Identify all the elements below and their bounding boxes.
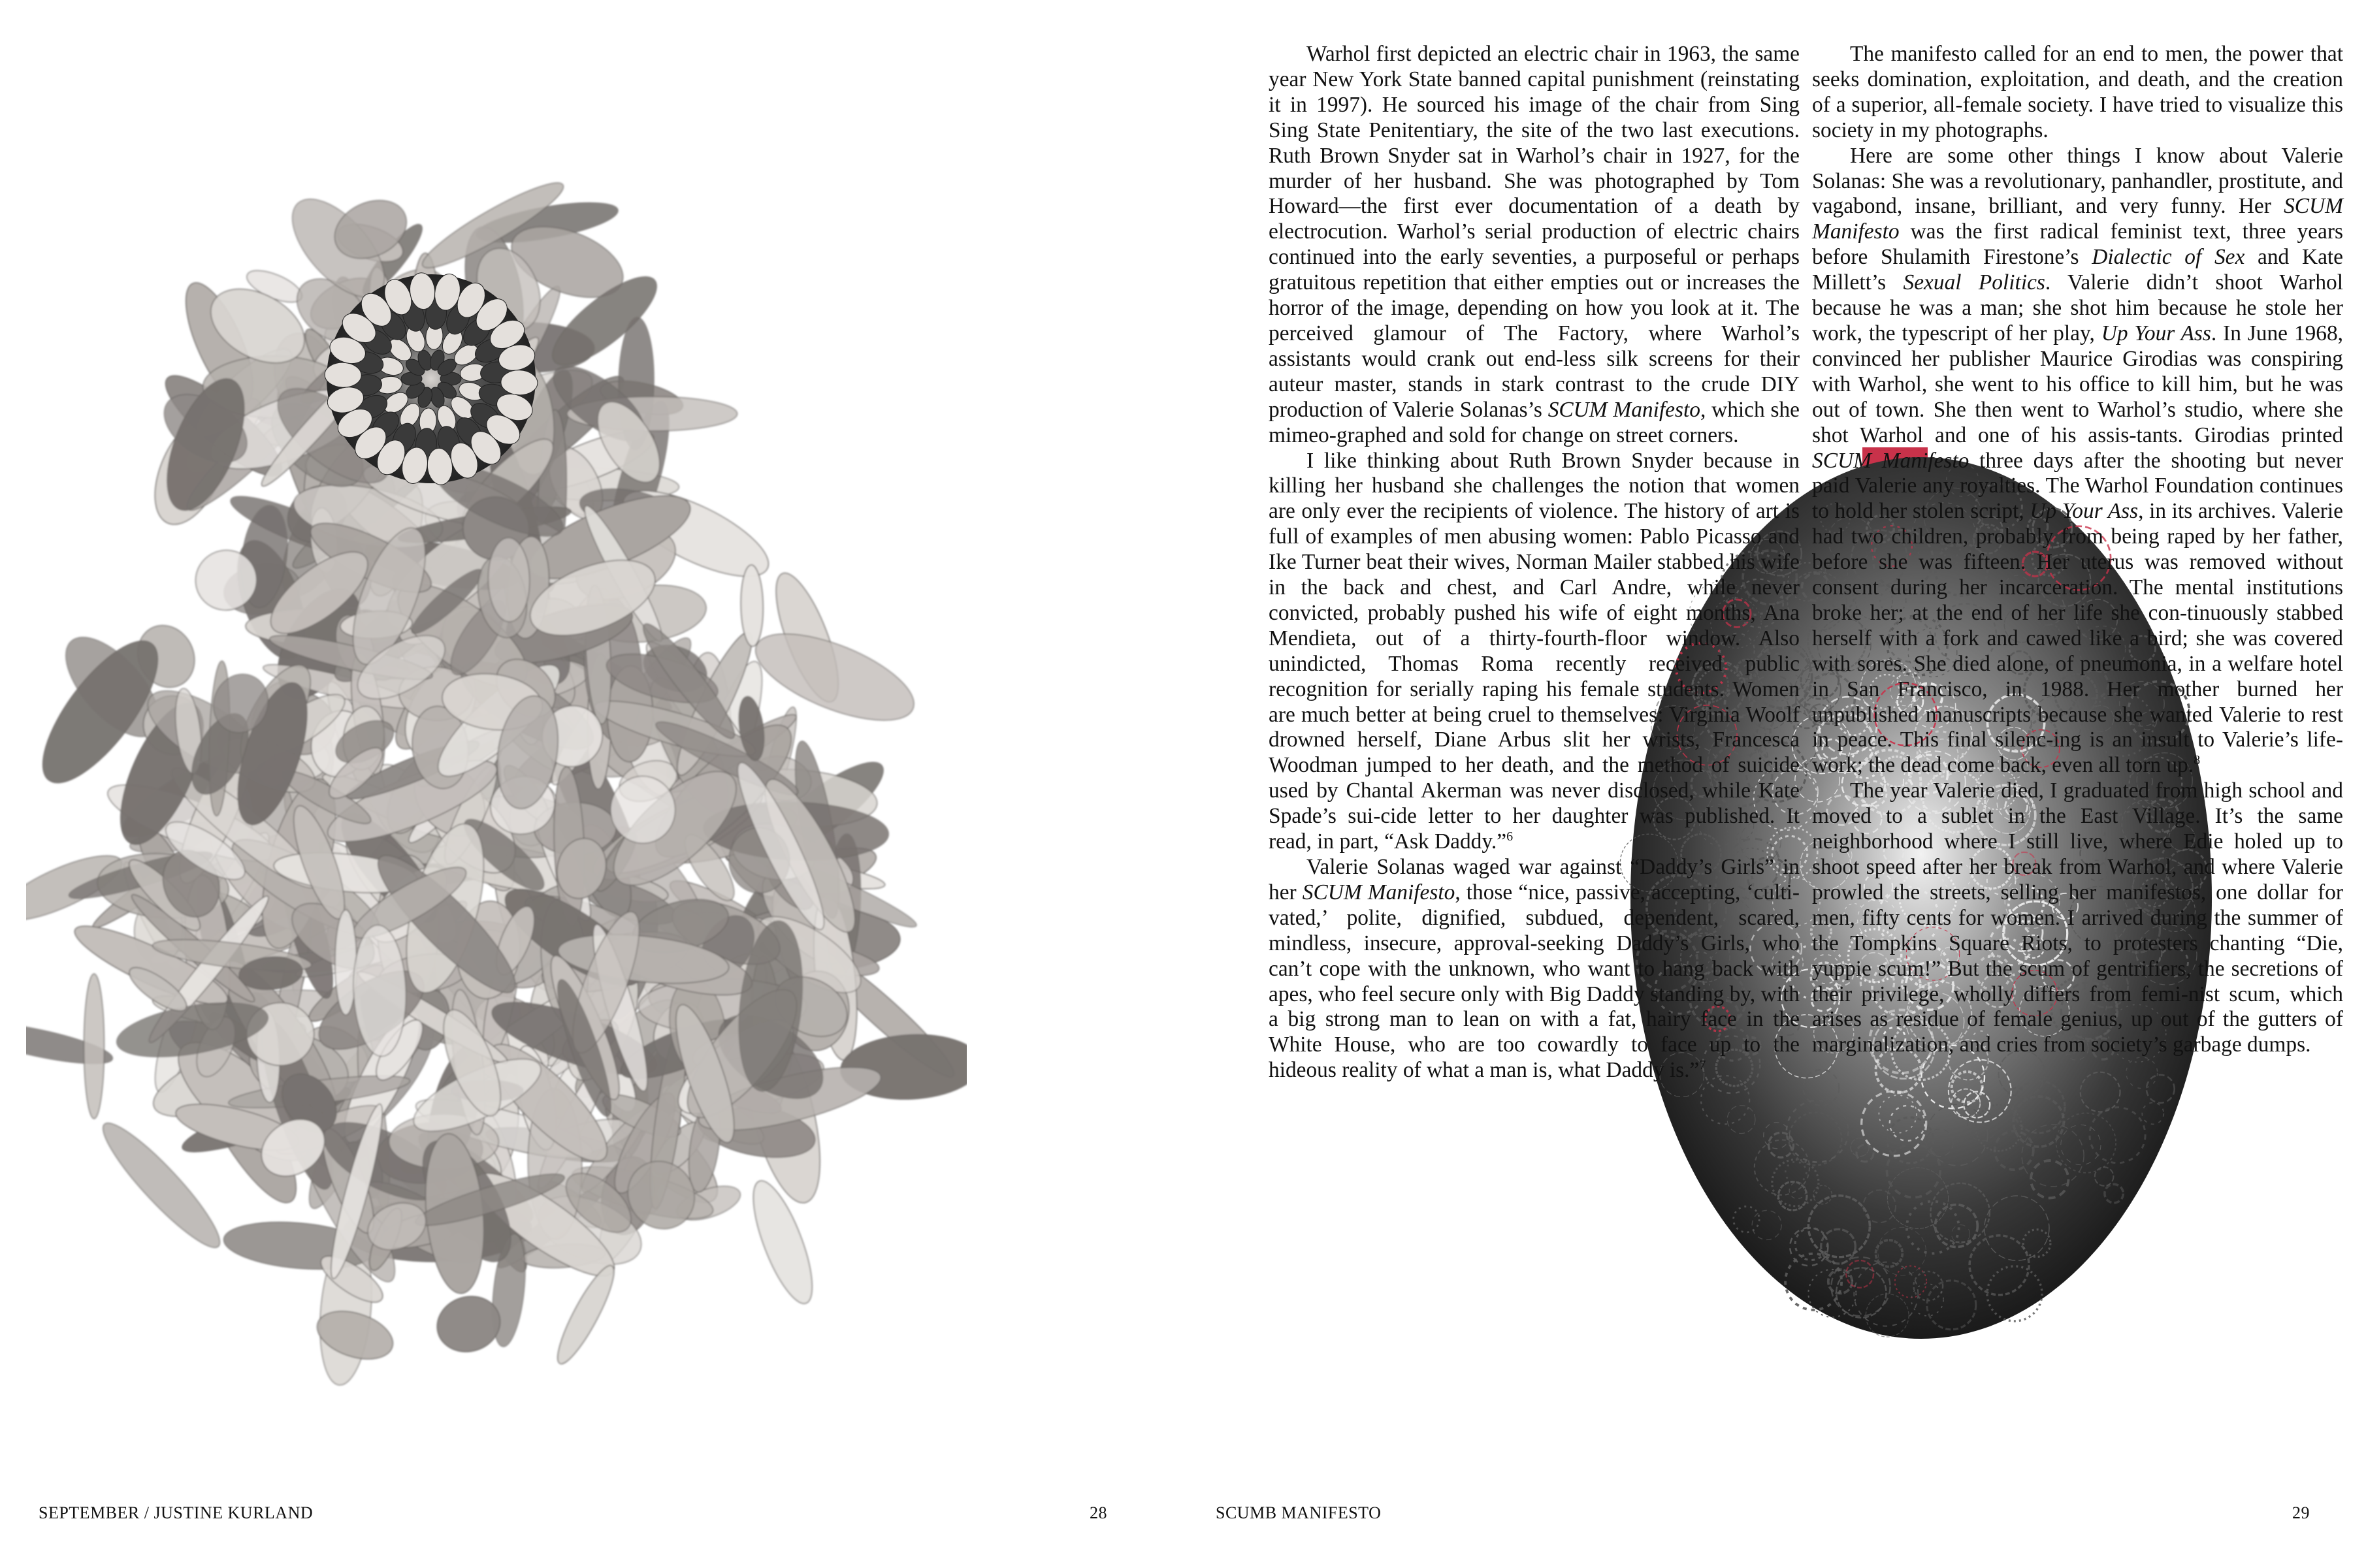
paragraph-3: Valerie Solanas waged war against “Daddy’s Girls” in her SCUM Manifesto, those “nice, passive, accepting, ‘culti-vated,’ polite, dignified, subdued, dependent, scared, mindless, insecure, approval-seeking Daddy’s Girls, who can’t cope with the unknown, who want to hang back with apes, who feel secure only with Big Daddy standing by, with a big strong man to lean on with a fat, hairy face in the White House, who are too cowardly to face up to the hideous reality of what a man is, what Daddy is.”$^7$ [1269,855,1800,1083]
paragraph-4: The manifesto called for an end to men, the power that seeks domination, exploitation, and death, and the creation of a superior, all-female society. I have tried to visualize this society in my photographs. [1812,42,2343,142]
footnote-8: 8 [2194,753,2201,768]
right-page [1183,0,2366,1568]
footnote-6: 6 [1506,829,1514,844]
figure-collage-image [26,118,967,1469]
collage-figure-fragment [84,974,105,1119]
collage-figure-fragment [549,1260,623,1369]
paragraph-5: Here are some other things I know about Valerie Solanas: She was a revolutionary, panhandler, prostitute, and vagabond, insane, brilliant, and very funny. Her SCUM Manifesto was the first radical feminist text, three years before Shulamith Firestone’s Dialectic of Sex and Kate Millett’s Sexual Politics. Valerie didn’t shoot Warhol because he was a man; she shot him because he stole her work, the typescript of her play, Up Your Ass. In June 1968, convinced her publisher Maurice Girodias was conspiring with Warhol, she went to his office to kill him, but he was out of town. She then went to Warhol’s studio, where she shot Warhol and one of his assis-tants. Girodias printed SCUM Manifesto three days after the shooting but never paid Valerie any royalties. The Warhol Foundation continues to hold her stolen script, Up Your Ass, in its archives. Valerie had two children, probably from being raped by her father, before she was fifteen. Her uterus was removed without consent during her incarceration. The mental institutions broke her; at the end of her life she con-tinuously stabbed herself with a fork and cawed like a bird; she was covered with sores. She died alone, of pneumonia, in a welfare hotel in San Francisco, in 1988. Her mother burned her unpublished manuscripts because she wanted Valerie to rest in peace. This final silenc-ing is an insult to Valerie’s life-work; the dead come back, even all torn up.$^8$ [1812,143,2344,778]
footnote-7: 7 [1699,1058,1706,1073]
collage-figure-fragment [745,616,925,738]
running-footer-right: SCUMB MANIFESTO [1216,1503,1382,1522]
paragraph-1: Warhol first depicted an electric chair in 1963, the same year New York State banned capital punishment (reinstating it in 1997). He sourced his image of the chair from Sing Sing State Penitentiary, the site of the two last executions. Ruth Brown Snyder sat in Warhol’s chair in 1927, for the murder of her husband. She was photographed by Tom Howard—the first ever documentation of a death by electrocution. Warhol’s serial production of electric chairs continued into the early seventies, a purposeful or perhaps gratuitous repetition that either empties out or increases the horror of the image, depending on how you look at it. The perceived glamour of The Factory, where Warhol’s assistants would crank out end-less silk screens for their auteur master, stands in stark contrast to the crude DIY production of Valerie Solanas’s SCUM Manifesto, which she mimeo-graphed and sold for change on street corners. [1269,42,1800,447]
page-number-left: 28 [1090,1503,1107,1522]
paragraph-2: I like thinking about Ruth Brown Snyder because in killing her husband she challenges the notion that women are only ever the recipients of violence. The history of art is full of examples of men abusing women: Pablo Picasso and Ike Turner beat their wives, Norman Mailer stabbed his wife in the back and chest, and Carl Andre, while never convicted, probably pushed his wife of eight months, Ana Mendieta, out of a thirty-fourth-floor window. Also unindicted, Thomas Roma recently received public recognition for serially raping his female students. Women are much better at being cruel to themselves: Virginia Woolf drowned herself, Diane Arbus slit her wrists, Francesca Woodman jumped to her death, and the method of suicide used by Chantal Akerman was never disclosed, while Kate Spade’s sui-cide letter to her daughter was published. It read, in part, “Ask Daddy.”$^6$ [1269,448,1800,854]
text-column-2 [1812,42,2343,1058]
text-column-1 [1269,42,1800,1083]
paragraph-6: The year Valerie died, I graduated from high school and moved to a sublet in the East Village. It’s the same neighborhood where I still live, where Edie holed up to shoot speed after her break from Warhol, and where Valerie prowled the streets, selling her manifestos, one dollar for men, fifty cents for women. I arrived during the summer of the Tompkins Square Riots, to protesters chanting “Die, yuppie scum!” But the scum of gentrifiers, the secretions of their privilege, wholly differs from femi-nist scum, which arises as residue of female genius, up out of the gutters of marginalization, and cries from society’s garbage dumps. [1812,778,2343,1057]
collage-figure-fragment [335,910,357,1015]
running-footer-left: SEPTEMBER / JUSTINE KURLAND [39,1503,314,1522]
page-number-right: 29 [2292,1503,2310,1522]
